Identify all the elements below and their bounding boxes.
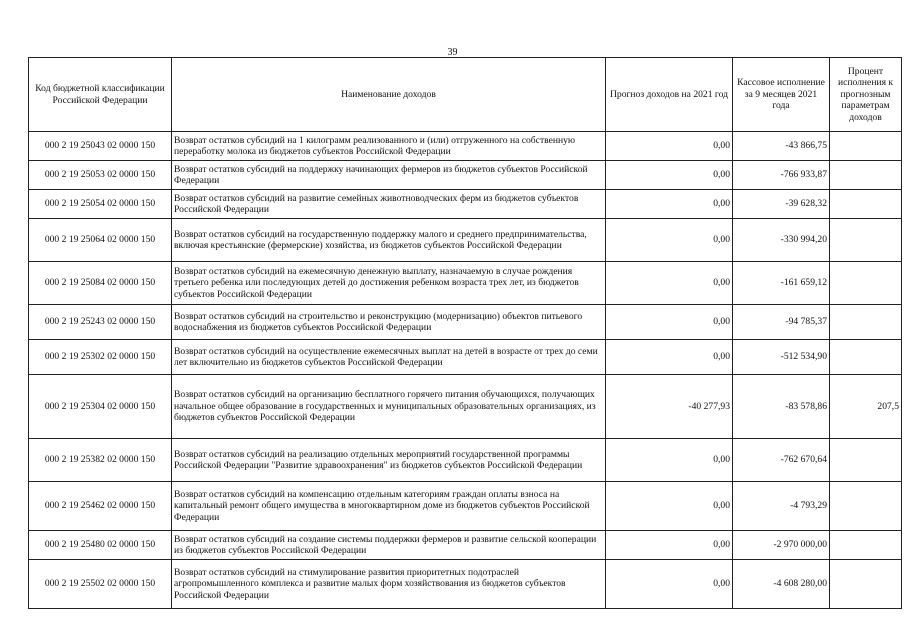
header-code: Код бюджетной классификации Российской Федерации [29,58,172,132]
cell-name: Возврат остатков субсидий на государственную поддержку малого и среднего предпринимательства, включая крестьянские (фермерские) хозяйства, из бюджетов субъектов Российской Федерации [172,219,606,262]
cell-actual: -94 785,37 [733,305,830,340]
cell-code: 000 2 19 25054 02 0000 150 [29,190,172,219]
cell-percent [830,531,902,560]
cell-name: Возврат остатков субсидий на строительство и реконструкцию (модернизацию) объектов питьевого водоснабжения из бюджетов субъектов Российской Федерации [172,305,606,340]
cell-forecast: 0,00 [606,190,733,219]
cell-name: Возврат остатков субсидий на 1 килограмм реализованного и (или) отгруженного на собственную переработку молока из бюджетов субъектов Российской Федерации [172,132,606,161]
cell-code: 000 2 19 25462 02 0000 150 [29,482,172,531]
table-header [29,58,902,132]
cell-code: 000 2 19 25053 02 0000 150 [29,161,172,190]
cell-name: Возврат остатков субсидий на организацию бесплатного горячего питания обучающихся, получающих начальное общее образование в государственных и муниципальных образовательных организациях, из бюджетов субъектов Российской Федерации [172,375,606,439]
cell-percent [830,219,902,262]
cell-name: Возврат остатков субсидий на реализацию отдельных мероприятий государственной программы Российской Федерации "Развитие здравоохранения" из бюджетов субъектов Российской Федерации [172,439,606,482]
cell-code: 000 2 19 25084 02 0000 150 [29,262,172,305]
cell-forecast: 0,00 [606,132,733,161]
cell-forecast: 0,00 [606,262,733,305]
cell-code: 000 2 19 25480 02 0000 150 [29,531,172,560]
cell-actual: -39 628,32 [733,190,830,219]
cell-forecast: -40 277,93 [606,375,733,439]
cell-percent [830,190,902,219]
cell-code: 000 2 19 25064 02 0000 150 [29,219,172,262]
table-row [29,305,902,340]
cell-actual: -43 866,75 [733,132,830,161]
header-percent: Процент исполнения к прогнозным параметрам доходов [830,58,902,132]
cell-actual: -762 670,64 [733,439,830,482]
table-row [29,375,902,439]
cell-forecast: 0,00 [606,161,733,190]
header-actual: Кассовое исполнение за 9 месяцев 2021 года [733,58,830,132]
cell-actual: -766 933,87 [733,161,830,190]
cell-code: 000 2 19 25304 02 0000 150 [29,375,172,439]
table-row [29,439,902,482]
cell-name: Возврат остатков субсидий на компенсацию отдельным категориям граждан оплаты взноса на капитальный ремонт общего имущества в многоквартирном доме из бюджетов субъектов Российской Федерации [172,482,606,531]
cell-name: Возврат остатков субсидий на развитие семейных животноводческих ферм из бюджетов субъектов Российской Федерации [172,190,606,219]
table-row [29,161,902,190]
cell-actual: -2 970 000,00 [733,531,830,560]
table-body [29,132,902,609]
cell-forecast: 0,00 [606,482,733,531]
cell-name: Возврат остатков субсидий на создание системы поддержки фермеров и развитие сельской кооперации из бюджетов субъектов Российской Федерации [172,531,606,560]
cell-percent [830,560,902,609]
table-row [29,531,902,560]
cell-forecast: 0,00 [606,219,733,262]
cell-name: Возврат остатков субсидий на стимулирование развития приоритетных подотраслей агропромышленного комплекса и развитие малых форм хозяйствования из бюджетов субъектов Российской Федерации [172,560,606,609]
cell-forecast: 0,00 [606,305,733,340]
cell-percent [830,262,902,305]
cell-code: 000 2 19 25302 02 0000 150 [29,340,172,375]
cell-forecast: 0,00 [606,531,733,560]
header-row [29,58,902,132]
cell-name: Возврат остатков субсидий на осуществление ежемесячных выплат на детей в возрасте от трех до семи лет включительно из бюджетов субъектов Российской Федерации [172,340,606,375]
table-row [29,132,902,161]
cell-percent [830,340,902,375]
cell-forecast: 0,00 [606,439,733,482]
cell-code: 000 2 19 25243 02 0000 150 [29,305,172,340]
cell-name: Возврат остатков субсидий на поддержку начинающих фермеров из бюджетов субъектов Российской Федерации [172,161,606,190]
table-row [29,190,902,219]
cell-code: 000 2 19 25382 02 0000 150 [29,439,172,482]
table-row [29,560,902,609]
cell-actual: -4 793,29 [733,482,830,531]
cell-percent [830,439,902,482]
cell-actual: -83 578,86 [733,375,830,439]
cell-actual: -4 608 280,00 [733,560,830,609]
cell-percent [830,132,902,161]
cell-percent [830,305,902,340]
cell-name: Возврат остатков субсидий на ежемесячную денежную выплату, назначаемую в случае рождения третьего ребенка или последующих детей до достижения ребенком возраста трех лет, из бюджетов субъектов Российской Федерации [172,262,606,305]
cell-actual: -512 534,90 [733,340,830,375]
cell-percent [830,482,902,531]
cell-code: 000 2 19 25502 02 0000 150 [29,560,172,609]
cell-actual: -161 659,12 [733,262,830,305]
table-row [29,219,902,262]
table-row [29,340,902,375]
cell-code: 000 2 19 25043 02 0000 150 [29,132,172,161]
header-name: Наименование доходов [172,58,606,132]
cell-forecast: 0,00 [606,340,733,375]
budget-revenue-table [28,57,902,609]
cell-actual: -330 994,20 [733,219,830,262]
table-row [29,482,902,531]
cell-percent [830,161,902,190]
table-row [29,262,902,305]
cell-forecast: 0,00 [606,560,733,609]
header-forecast: Прогноз доходов на 2021 год [606,58,733,132]
cell-percent: 207,5 [830,375,902,439]
page-number: 39 [447,47,458,58]
